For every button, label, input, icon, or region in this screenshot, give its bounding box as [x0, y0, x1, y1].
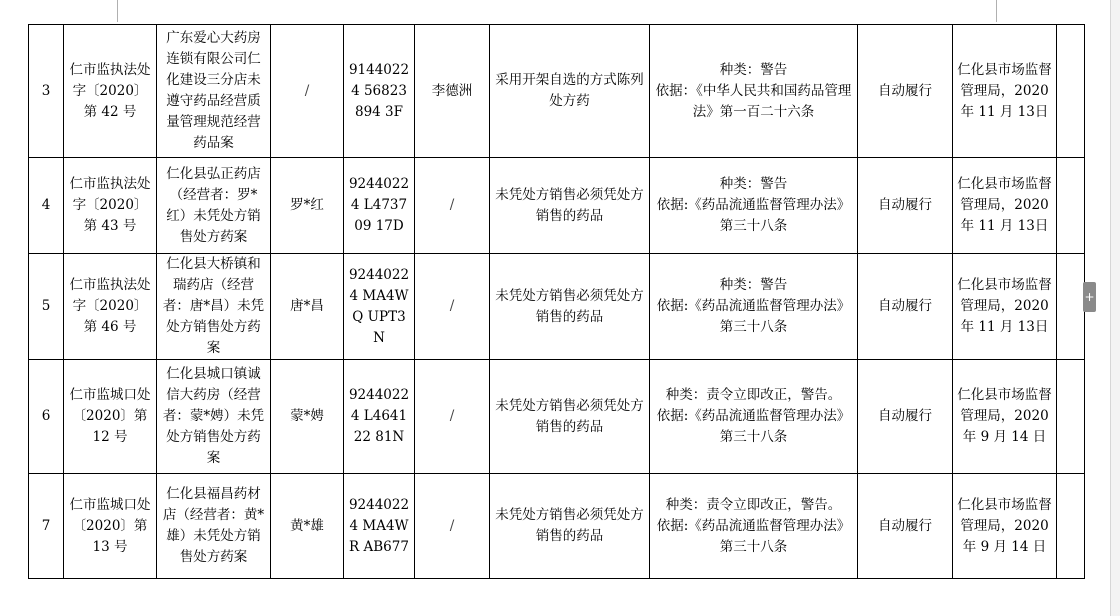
- penalty-type: 种类：责令立即改正，警告。: [665, 387, 842, 403]
- penalty-cell: [650, 254, 858, 360]
- document-number: 仁市监城口处〔2020〕第 13 号: [64, 474, 157, 579]
- fulfillment-status: 自动履行: [858, 254, 953, 360]
- table-row: [29, 25, 1085, 158]
- extra-cell: [1057, 360, 1085, 474]
- document-number: 仁市监执法处字〔2020〕第 46 号: [64, 254, 157, 360]
- case-name: 仁化县福昌药材店（经营者：黄*雄）未凭处方销售处方药案: [157, 474, 271, 579]
- authority-and-date: 仁化县市场监督管理局，2020 年 11 月 13日: [953, 158, 1057, 254]
- violation-fact: 未凭处方销售必须凭处方销售的药品: [490, 254, 650, 360]
- operator-name: 唐*昌: [271, 254, 344, 360]
- document-number: 仁市监执法处字〔2020〕第 42 号: [64, 25, 157, 158]
- case-name: 仁化县城口镇诚信大药房（经营者：蒙*娉）未凭处方销售处方药案: [157, 360, 271, 474]
- document-number: 仁市监执法处字〔2020〕第 43 号: [64, 158, 157, 254]
- operator-name: /: [271, 25, 344, 158]
- credit-code: 92440224 L473709 17D: [344, 158, 415, 254]
- fulfillment-status: 自动履行: [858, 360, 953, 474]
- table-row: [29, 474, 1085, 579]
- page-corner-mark-right: [996, 0, 997, 22]
- legal-representative: /: [415, 474, 490, 579]
- penalty-cell: [650, 158, 858, 254]
- legal-representative: 李德洲: [415, 25, 490, 158]
- extra-cell: [1057, 158, 1085, 254]
- credit-code: 92440224 MA4WQ UPT3N: [344, 254, 415, 360]
- row-number: 3: [29, 25, 64, 158]
- expand-panel-button[interactable]: +: [1083, 282, 1096, 312]
- penalty-cell: [650, 25, 858, 158]
- operator-name: 罗*红: [271, 158, 344, 254]
- fulfillment-status: 自动履行: [858, 158, 953, 254]
- extra-cell: [1057, 474, 1085, 579]
- authority-and-date: 仁化县市场监督管理局，2020 年 9 月 14 日: [953, 360, 1057, 474]
- authority-and-date: 仁化县市场监督管理局，2020 年 11 月 13日: [953, 254, 1057, 360]
- penalty-basis: 依据:《药品流通监督管理办法》第三十八条: [656, 298, 851, 335]
- violation-fact: 未凭处方销售必须凭处方销售的药品: [490, 360, 650, 474]
- authority-and-date: 仁化县市场监督管理局，2020 年 9 月 14 日: [953, 474, 1057, 579]
- operator-name: 蒙*娉: [271, 360, 344, 474]
- violation-fact: 采用开架自选的方式陈列处方药: [490, 25, 650, 158]
- extra-cell: [1057, 254, 1085, 360]
- page-corner-mark-left: [117, 0, 118, 22]
- operator-name: 黄*雄: [271, 474, 344, 579]
- legal-representative: /: [415, 254, 490, 360]
- penalty-cell: [650, 360, 858, 474]
- legal-representative: /: [415, 360, 490, 474]
- table-row: [29, 360, 1085, 474]
- penalty-cell: [650, 474, 858, 579]
- document-number: 仁市监城口处〔2020〕第 12 号: [64, 360, 157, 474]
- case-name: 仁化县大桥镇和瑞药店（经营者：唐*昌）未凭处方销售处方药案: [157, 254, 271, 360]
- penalty-type: 种类：责令立即改正，警告。: [665, 496, 842, 513]
- table-row: [29, 254, 1085, 360]
- credit-code: 91440224 56823894 3F: [344, 25, 415, 158]
- row-number: 7: [29, 474, 64, 579]
- credit-code: 92440224 L464122 81N: [344, 360, 415, 474]
- fulfillment-status: 自动履行: [858, 474, 953, 579]
- row-number: 4: [29, 158, 64, 254]
- violation-fact: 未凭处方销售必须凭处方销售的药品: [490, 158, 650, 254]
- penalty-type: 种类：警告: [719, 61, 788, 78]
- row-number: 6: [29, 360, 64, 474]
- penalty-type: 种类：警告: [719, 277, 788, 293]
- authority-and-date: 仁化县市场监督管理局，2020 年 11 月 13日: [953, 25, 1057, 158]
- penalty-table: [28, 24, 1085, 579]
- credit-code: 92440224 MA4WR AB677: [344, 474, 415, 579]
- case-name: 广东爱心大药房连锁有限公司仁化建设三分店未遵守药品经营质量管理规范经营药品案: [157, 25, 271, 158]
- penalty-basis: 依据:《药品流通监督管理办法》第三十八条: [656, 408, 851, 445]
- fulfillment-status: 自动履行: [858, 25, 953, 158]
- table-row: [29, 158, 1085, 254]
- penalty-type: 种类：警告: [719, 176, 788, 192]
- penalty-basis: 依据:《药品流通监督管理办法》第三十八条: [656, 517, 851, 555]
- legal-representative: /: [415, 158, 490, 254]
- penalty-basis: 依据:《药品流通监督管理办法》第三十八条: [656, 197, 851, 234]
- case-name: 仁化县弘正药店（经营者：罗*红）未凭处方销售处方药案: [157, 158, 271, 254]
- extra-cell: [1057, 25, 1085, 158]
- violation-fact: 未凭处方销售必须凭处方销售的药品: [490, 474, 650, 579]
- penalty-basis: 依据：《中华人民共和国药品管理法》第一百二十六条: [655, 82, 852, 120]
- scrollbar-gutter[interactable]: [1110, 0, 1120, 616]
- row-number: 5: [29, 254, 64, 360]
